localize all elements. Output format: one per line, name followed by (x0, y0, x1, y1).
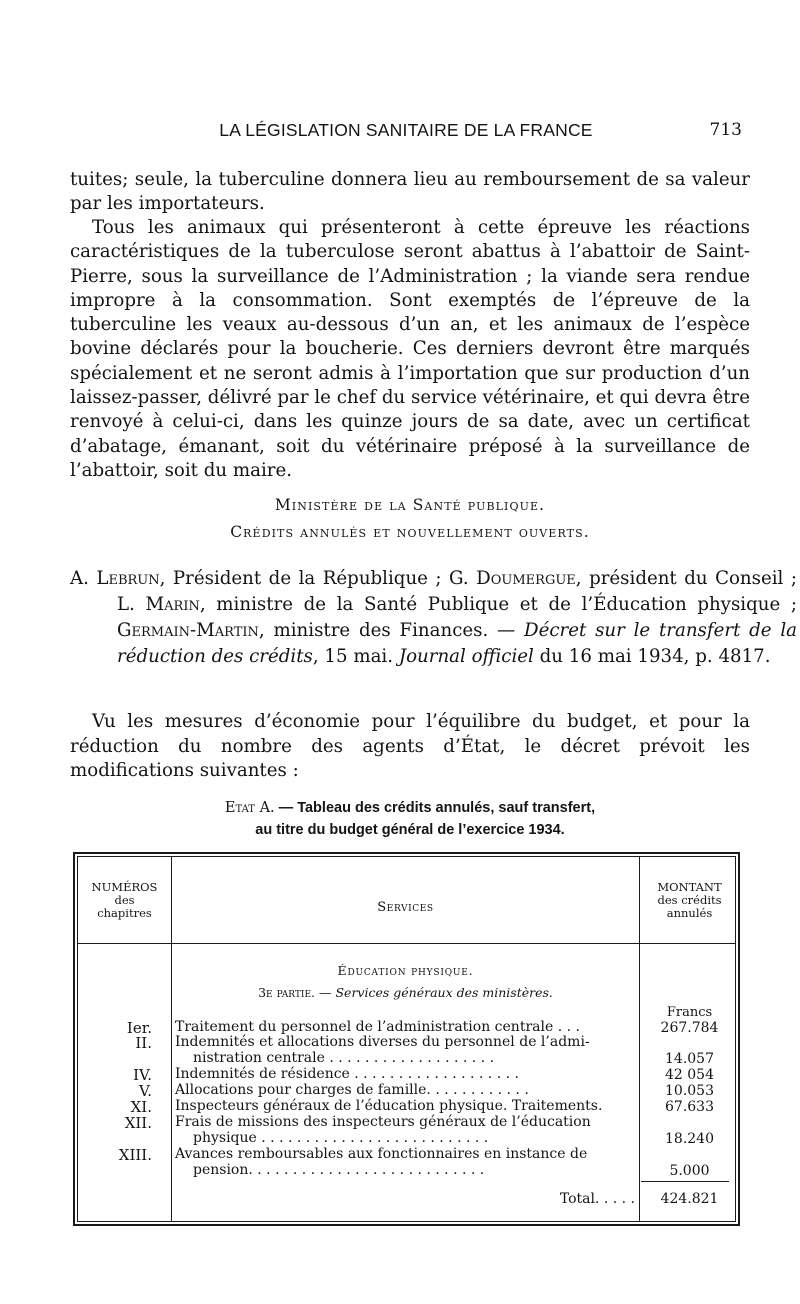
table-title-line1 (120, 800, 700, 816)
credits-table (73, 852, 740, 1226)
service-line: Allocations pour charges de famille. . . . . . . . . . . . (175, 1082, 529, 1098)
service-line: pension. . . . . . . . . . . . . . . . . . . . . . . . . . . (193, 1161, 485, 1178)
header-text: chapitres (97, 906, 152, 920)
table-title-line2: au titre du budget général de l’exercice 1934. (255, 822, 565, 838)
page-number: 713 (709, 120, 742, 140)
signatory-lebrun: A. Lebrun (70, 568, 160, 589)
chapter-number: IV. (133, 1066, 152, 1084)
chapter-number: XI. (130, 1098, 152, 1116)
chapter-number: Ier. (126, 1019, 152, 1037)
amount-value: 67.633 (665, 1099, 714, 1115)
service-line: Inspecteurs généraux de l’éducation physique. Traitements. (175, 1098, 603, 1114)
chapter-number: II. (135, 1034, 152, 1052)
part-label: 3e partie. — (258, 985, 336, 1000)
running-head (70, 120, 742, 144)
ministry-heading: Ministère de la Santé publique. (274, 496, 546, 514)
service-line: Indemnités de résidence . . . . . . . . . . . . . . . . . . . (175, 1066, 519, 1082)
service-description (175, 1083, 635, 1099)
decree-text-1: , Président de la République ; (159, 568, 450, 589)
header-services: Services (377, 900, 434, 915)
service-description (175, 1115, 635, 1146)
service-description (175, 1147, 635, 1178)
decree-title: Décret sur le transfert de la réduction des crédits (117, 620, 798, 667)
table-title-text: — Tableau des crédits annulés, sauf transfert, (274, 800, 596, 816)
signatory-germain-martin: Germain-Martin (117, 620, 259, 641)
journal-name: Journal officiel (398, 646, 534, 667)
service-line: Indemnités et allocations diverses du personnel de l’admi- (175, 1034, 590, 1050)
service-line: Avances remboursables aux fonctionnaires en instance de (175, 1146, 588, 1162)
currency-label: Francs (666, 1005, 713, 1020)
paragraph-animals: Tous les animaux qui présenteront à cette épreuve les réactions caractéristiques de la tuberculose seront abattus à l’abattoir de Saint-Pierre, sous la surveillance de l’Administration ; la viande sera rendue impropre à la consommation. Sont exemptés de l’épreuve de la tuberculine les veaux au-dessous d’un an, et les animaux de l’espèce bovine déclarés pour la boucherie. Ces derniers devront être marqués spécialement et ne seront admis à l’importation que sur production d’un laissez-passer, délivré par le chef du service vétérinaire, et qui devra être renvoyé à celui-ci, dans les quinze jours de sa date, avec un certificat d’abatage, émanant, soit du vétérinaire préposé à la surveillance de l’abattoir, soit du maire. (70, 217, 750, 481)
decree-text-5: , 15 mai. (312, 646, 399, 667)
decree-text-4: , ministre des Finances. — (258, 620, 525, 641)
paragraph-continuation: tuites; seule, la tuberculine donnera lieu au remboursement de sa valeur par les importateurs. (70, 169, 750, 215)
amount-value: 18.240 (665, 1131, 714, 1147)
ministry-subheading: Crédits annulés et nouvellement ouverts. (230, 523, 590, 541)
total-rule (641, 1181, 729, 1182)
header-text: des (114, 893, 135, 907)
header-text: des crédits (657, 893, 722, 907)
part-title (172, 985, 639, 1000)
amount-value: 10.053 (665, 1083, 714, 1099)
total-amount: 424.821 (660, 1191, 719, 1207)
signatory-marin: L. Marin (117, 594, 200, 615)
header-text: MONTANT (657, 880, 722, 894)
chapter-number: XII. (124, 1114, 152, 1132)
amount-value: 5.000 (669, 1163, 710, 1179)
table-inner-frame (77, 856, 736, 1222)
service-description (175, 1035, 635, 1066)
table-title-prefix: Etat A. (224, 800, 275, 816)
amount-value: 42 054 (665, 1067, 714, 1083)
paragraph-vu: Vu les mesures d’économie pour l’équilibre du budget, et pour la réduction du nombre des agents d’État, le décret prévoit les modifications suivantes : (70, 711, 750, 781)
signatory-doumergue: G. Doumergue (449, 568, 576, 589)
service-line: Frais de missions des inspecteurs généraux de l’éducation (175, 1114, 591, 1130)
running-title: LA LÉGISLATION SANITAIRE DE LA FRANCE (219, 120, 593, 140)
amount-value: 267.784 (660, 1020, 719, 1036)
amount-value: 14.057 (665, 1051, 714, 1067)
chapter-number: V. (139, 1082, 152, 1100)
header-divider (78, 943, 735, 944)
decree-text-2: , président du Conseil ; (575, 568, 797, 589)
part-name: Services généraux des ministères. (335, 985, 553, 1000)
decree-text-3: , ministre de la Santé Publique et de l’Éducation physique ; (199, 594, 798, 615)
service-description (175, 1067, 635, 1083)
chapter-number: XIII. (118, 1146, 152, 1164)
decree-citation (70, 566, 797, 670)
service-line: Traitement du personnel de l’administration centrale . . . (175, 1019, 580, 1035)
header-amount (640, 881, 739, 920)
header-text: annulés (666, 906, 713, 920)
service-line: nistration centrale . . . . . . . . . . . . . . . . . . . (193, 1049, 495, 1066)
total-label: Total. . . . . (559, 1191, 635, 1207)
section-title: Éducation physique. (337, 963, 474, 978)
header-text: NUMÉROS (91, 880, 158, 894)
header-chapter-numbers (78, 881, 171, 920)
service-description (175, 1099, 635, 1115)
decree-text-6: du 16 mai 1934, p. 4817. (533, 646, 771, 667)
service-line: physique . . . . . . . . . . . . . . . . . . . . . . . . . . (193, 1129, 489, 1146)
